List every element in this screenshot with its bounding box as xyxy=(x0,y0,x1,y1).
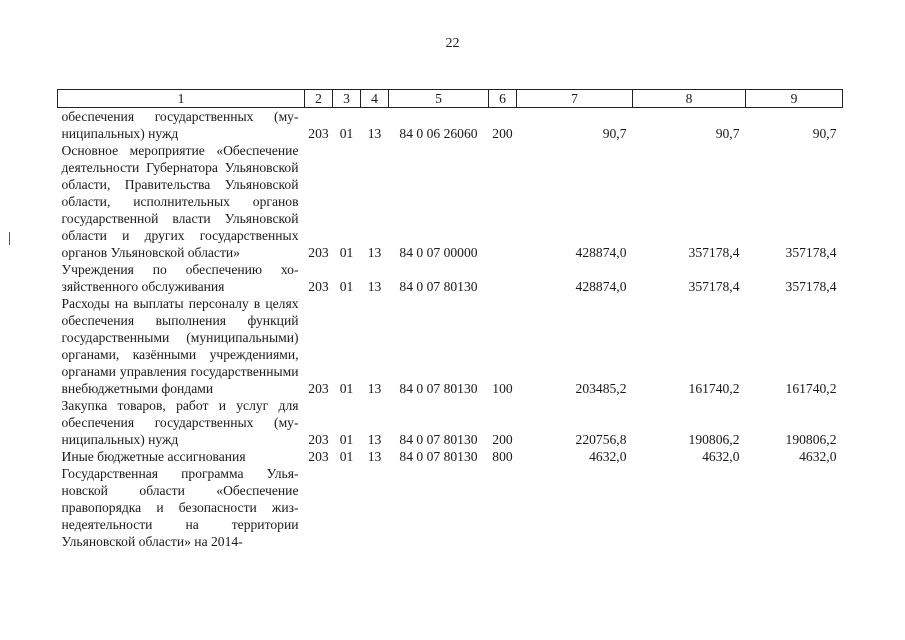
cell-expense-type: 200 xyxy=(492,432,513,447)
cell-ministry xyxy=(305,465,333,550)
cell-section: 01 xyxy=(339,381,354,396)
col-header-1: 1 xyxy=(58,90,305,108)
cell-target-article: 84 0 07 80130 xyxy=(399,432,478,447)
cell-amount-8: 357178,4 xyxy=(688,279,740,294)
col-header-7: 7 xyxy=(517,90,633,108)
table-row xyxy=(58,261,843,295)
cell-expense-type: 100 xyxy=(492,381,513,396)
col-header-4: 4 xyxy=(361,90,389,108)
cell-amount-9: 4632,0 xyxy=(799,449,837,464)
cell-ministry: 203 xyxy=(308,449,329,464)
row-description: Основное мероприятие «Обеспечение деятельности Губернатора Ульяновской области, Правительства Ульяновской области, исполнительных органов государственной власти Ульяновской области и других государственных органов Ульяновской области» xyxy=(61,143,299,260)
cell-amount-9: 357178,4 xyxy=(785,245,837,260)
cell-section: 01 xyxy=(339,279,354,294)
cell-target-article: 84 0 07 80130 xyxy=(399,279,478,294)
cell-subsection: 13 xyxy=(367,432,382,447)
cell-amount-7: 203485,2 xyxy=(575,381,627,396)
cell-target-article: 84 0 06 26060 xyxy=(399,126,478,141)
table-row xyxy=(58,448,843,465)
table-header-row xyxy=(58,90,843,108)
cell-amount-7: 4632,0 xyxy=(589,449,627,464)
cell-amount-9: 357178,4 xyxy=(785,279,837,294)
table-row xyxy=(58,465,843,550)
cell-ministry: 203 xyxy=(308,381,329,396)
col-header-8: 8 xyxy=(633,90,746,108)
cell-target-article: 84 0 07 80130 xyxy=(399,381,478,396)
cell-subsection: 13 xyxy=(367,279,382,294)
cell-section: 01 xyxy=(339,245,354,260)
cell-subsection xyxy=(361,465,389,550)
row-description: Государственная программа Ульяновской области «Обеспечение правопорядка и безопасности жизнедеятельности на территории Ульяновской области» на 2014- xyxy=(61,466,299,549)
row-description: Закупка товаров, работ и услуг для обеспечения государственных (муниципальных) нужд xyxy=(61,398,299,447)
col-header-5: 5 xyxy=(389,90,489,108)
cell-section: 01 xyxy=(339,449,354,464)
cell-section: 01 xyxy=(339,432,354,447)
row-description: Учреждения по обеспечению хозяйственного обслуживания xyxy=(61,262,299,294)
cell-amount-9 xyxy=(746,465,843,550)
cell-amount-7 xyxy=(517,465,633,550)
cell-amount-9: 190806,2 xyxy=(785,432,837,447)
cell-amount-8: 357178,4 xyxy=(688,245,740,260)
cell-amount-8: 4632,0 xyxy=(702,449,740,464)
cell-amount-7: 428874,0 xyxy=(575,245,627,260)
cell-amount-7: 220756,8 xyxy=(575,432,627,447)
cell-amount-9: 90,7 xyxy=(812,126,837,141)
cell-ministry: 203 xyxy=(308,432,329,447)
cell-expense-type: 800 xyxy=(492,449,513,464)
col-header-3: 3 xyxy=(333,90,361,108)
cell-subsection: 13 xyxy=(367,449,382,464)
scan-artifact xyxy=(9,232,10,245)
cell-amount-8: 90,7 xyxy=(715,126,740,141)
row-description: Расходы на выплаты персоналу в целях обеспечения выполнения функций государственными (муниципальными) органами, казёнными учреждениями, органами управления государственными внебюджетными фондами xyxy=(61,296,299,396)
cell-amount-8: 161740,2 xyxy=(688,381,740,396)
cell-amount-7: 428874,0 xyxy=(575,279,627,294)
row-description: Иные бюджетные ассигнования xyxy=(61,449,246,464)
budget-table xyxy=(57,89,843,550)
cell-expense-type xyxy=(489,465,517,550)
col-header-2: 2 xyxy=(305,90,333,108)
cell-ministry: 203 xyxy=(308,279,329,294)
cell-expense-type xyxy=(489,261,517,295)
table-row xyxy=(58,142,843,261)
cell-subsection: 13 xyxy=(367,126,382,141)
col-header-9: 9 xyxy=(746,90,843,108)
table-row xyxy=(58,108,843,143)
cell-ministry: 203 xyxy=(308,245,329,260)
cell-subsection: 13 xyxy=(367,245,382,260)
cell-section: 01 xyxy=(339,126,354,141)
table-row xyxy=(58,295,843,397)
row-description: обеспечения государственных (муниципальных) нужд xyxy=(61,109,299,141)
cell-amount-9: 161740,2 xyxy=(785,381,837,396)
page-number: 22 xyxy=(445,36,460,51)
cell-target-article xyxy=(389,465,489,550)
cell-amount-8: 190806,2 xyxy=(688,432,740,447)
cell-target-article: 84 0 07 00000 xyxy=(399,245,478,260)
cell-section xyxy=(333,465,361,550)
cell-ministry: 203 xyxy=(308,126,329,141)
cell-subsection: 13 xyxy=(367,381,382,396)
cell-amount-8 xyxy=(633,465,746,550)
cell-expense-type xyxy=(489,142,517,261)
cell-expense-type: 200 xyxy=(492,126,513,141)
col-header-6: 6 xyxy=(489,90,517,108)
cell-amount-7: 90,7 xyxy=(602,126,627,141)
table-row xyxy=(58,397,843,448)
cell-target-article: 84 0 07 80130 xyxy=(399,449,478,464)
